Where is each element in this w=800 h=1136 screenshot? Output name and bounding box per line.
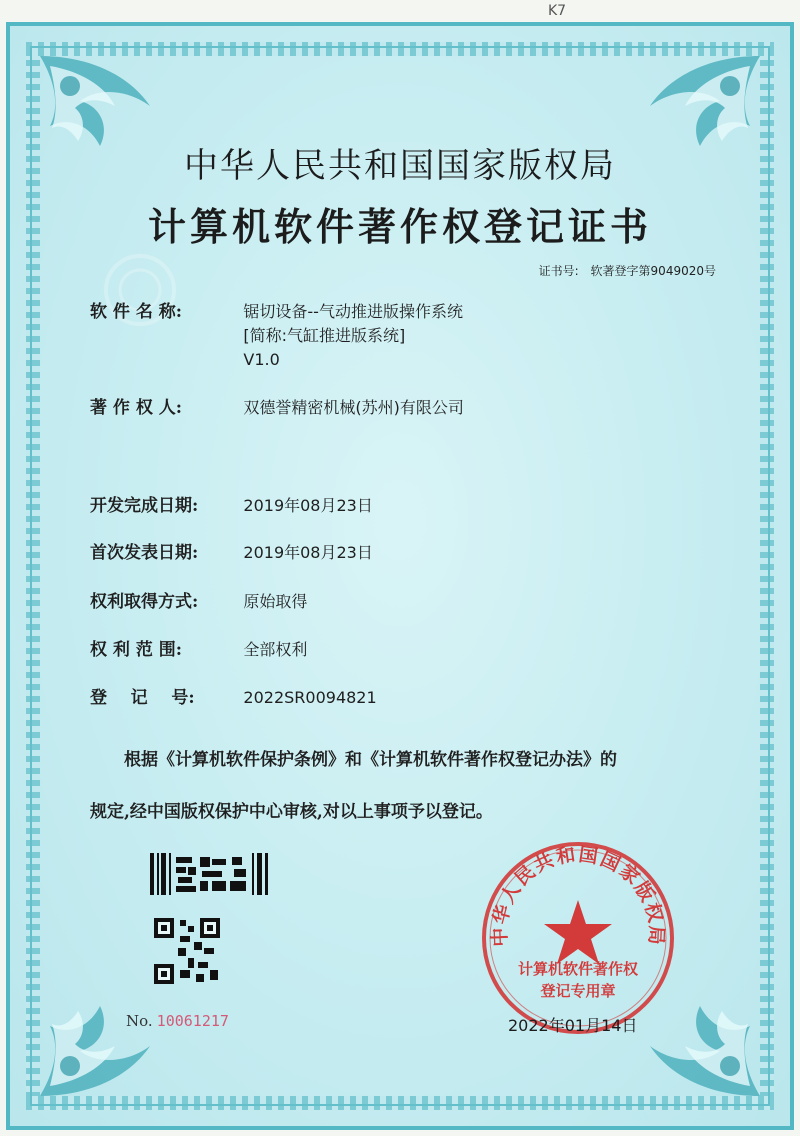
- registration-number-label: 登 记 号:: [90, 688, 195, 708]
- dev-complete-date-label: 开发完成日期:: [90, 496, 199, 516]
- seal-ring-text: 中华人民共和国国家版权局: [488, 843, 668, 948]
- barcode-icon: [150, 853, 270, 895]
- owner-label: 著 作 权 人:: [90, 398, 183, 418]
- handwritten-mark: K7: [548, 3, 567, 19]
- issue-date: 2022年01月14日: [508, 1016, 638, 1035]
- statement-line-2: 规定,经中国版权保护中心审核,对以上事项予以登记。: [90, 802, 493, 822]
- scope-value: 全部权利: [243, 640, 308, 659]
- issuer-title: 中华人民共和国国家版权局: [184, 146, 616, 186]
- software-name-value: [243, 300, 463, 372]
- field-first-publish-date: [90, 541, 373, 565]
- seal-star-icon: [544, 900, 612, 964]
- qr-code-icon: [154, 918, 220, 984]
- official-seal: [478, 838, 678, 1038]
- software-name-line: 锯切设备--气动推进版操作系统: [243, 302, 463, 321]
- serial-value: 10061217: [156, 1012, 229, 1030]
- certificate-number-label: 证书号:: [538, 264, 579, 278]
- statement-line-1: 根据《计算机软件保护条例》和《计算机软件著作权登记办法》的: [124, 750, 617, 770]
- field-dev-complete-date: [90, 494, 373, 518]
- serial-number: [126, 1012, 229, 1030]
- field-software-name: [90, 300, 463, 372]
- certificate-title: 计算机软件著作权登记证书: [147, 204, 652, 249]
- seal-line-1: 计算机软件著作权: [517, 960, 638, 978]
- field-acquisition: [90, 590, 307, 614]
- scope-label: 权 利 范 围:: [90, 640, 183, 660]
- software-name-line: [简称:气缸推进版系统]: [243, 326, 406, 345]
- certificate-number: [539, 262, 716, 279]
- first-publish-date-label: 首次发表日期:: [90, 543, 199, 563]
- serial-prefix: No.: [126, 1012, 153, 1030]
- owner-value: 双德誉精密机械(苏州)有限公司: [243, 398, 464, 417]
- field-registration-number: [90, 686, 377, 710]
- software-name-label: 软 件 名 称:: [90, 302, 183, 322]
- dev-complete-date-value: 2019年08月23日: [243, 496, 373, 515]
- software-name-line: V1.0: [243, 350, 280, 369]
- field-owner: [90, 396, 464, 420]
- field-scope: [90, 638, 307, 662]
- seal-line-2: 登记专用章: [540, 982, 616, 1000]
- acquisition-value: 原始取得: [243, 592, 308, 611]
- acquisition-label: 权利取得方式:: [90, 592, 199, 612]
- first-publish-date-value: 2019年08月23日: [243, 543, 373, 562]
- certificate-number-value: 软著登字第9049020号: [590, 264, 716, 278]
- registration-number-value: 2022SR0094821: [243, 688, 377, 707]
